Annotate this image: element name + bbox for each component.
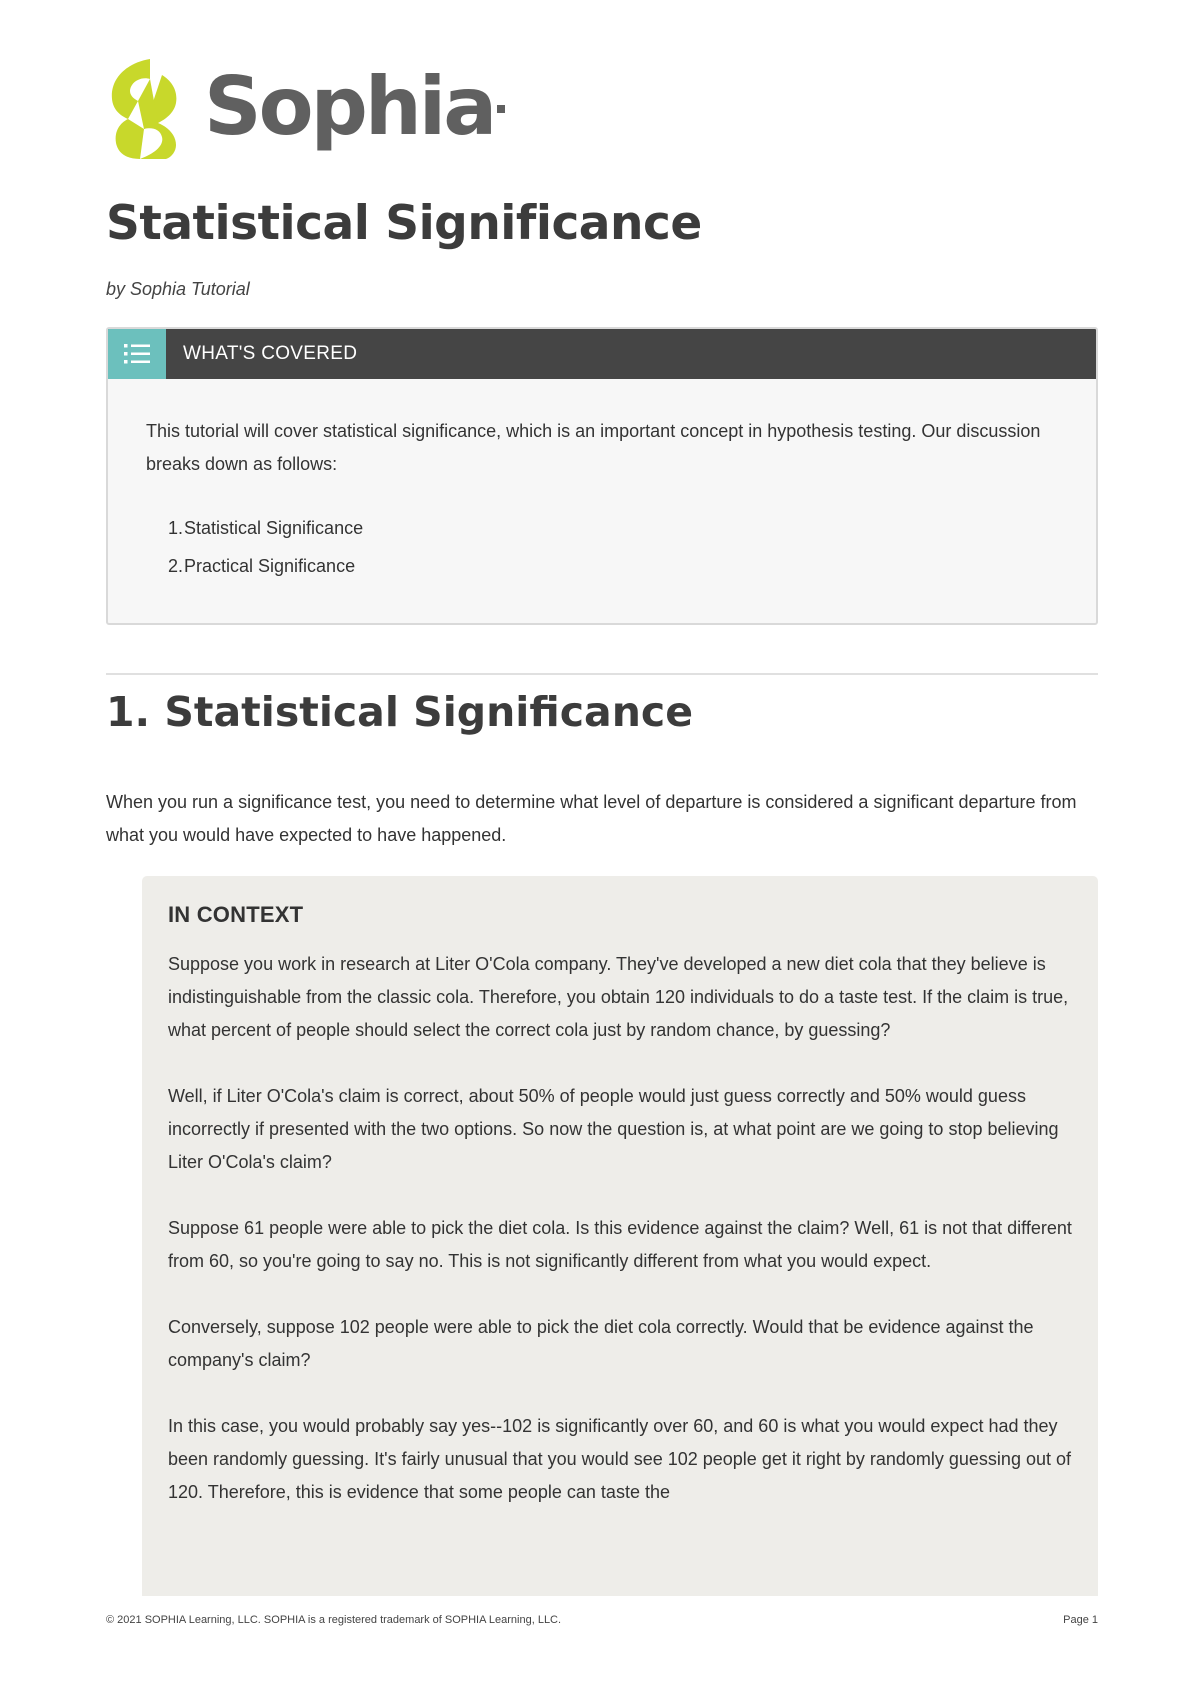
sophia-logo-mark-icon: [106, 57, 182, 161]
footer-copyright: © 2021 SOPHIA Learning, LLC. SOPHIA is a registered trademark of SOPHIA Learning, LLC.: [106, 1614, 562, 1626]
byline: by Sophia Tutorial: [106, 279, 250, 299]
list-item: [146, 547, 1058, 585]
footer-page-number: Page 1: [1063, 1614, 1098, 1626]
context-paragraph: In this case, you would probably say yes--102 is significantly over 60, and 60 is what you would expect had they been randomly guessing. It's fairly unusual that you would see 102 people get it right by randomly guessing out of 120. Therefore, this is evidence that some people can taste the: [168, 1416, 1071, 1502]
page-title: Statistical Significance: [106, 196, 702, 251]
section-divider: [106, 673, 1098, 675]
list-item-number: 1.: [167, 518, 183, 538]
context-paragraph: Conversely, suppose 102 people were able to pick the diet cola correctly. Would that be evidence against the company's claim?: [168, 1317, 1034, 1370]
wordmark-dot: [497, 105, 505, 113]
whats-covered-heading: WHAT'S COVERED: [183, 343, 358, 364]
section-heading: 1. Statistical Significance: [106, 688, 694, 736]
context-paragraph: Well, if Liter O'Cola's claim is correct, about 50% of people would just guess correctly and 50% would guess incorrectly if presented with the two options. So now the question is, at what point are we going to stop believing Liter O'Cola's claim?: [168, 1086, 1059, 1172]
whats-covered-body: [108, 379, 1096, 585]
list-item-number: 2.: [167, 556, 183, 576]
context-paragraph: Suppose 61 people were able to pick the diet cola. Is this evidence against the claim? Well, 61 is not that different from 60, so you're going to say no. This is not significantly different from what you would expect.: [168, 1218, 1072, 1271]
context-paragraph: Suppose you work in research at Liter O'Cola company. They've developed a new diet cola that they believe is indistinguishable from the classic cola. Therefore, you obtain 120 individuals to do a taste test. If the claim is true, what percent of people should select the correct cola just by random chance, by guessing?: [168, 954, 1069, 1040]
whats-covered-box: [106, 327, 1098, 625]
list-item-label: Practical Significance: [184, 556, 356, 576]
section-intro-paragraph: When you run a significance test, you need to determine what level of departure is considered a significant departure from what you would have expected to have happened.: [106, 792, 1077, 845]
whats-covered-intro: This tutorial will cover statistical significance, which is an important concept in hypothesis testing. Our discussion breaks down as follows:: [146, 421, 1041, 474]
whats-covered-header: [108, 329, 1096, 379]
list-icon: [108, 329, 166, 379]
sophia-logo: [106, 54, 505, 164]
list-item: [146, 509, 1058, 547]
in-context-heading: IN CONTEXT: [168, 902, 304, 927]
list-item-label: Statistical Significance: [184, 518, 364, 538]
sophia-wordmark: Sophia: [204, 60, 495, 153]
in-context-box: [142, 876, 1098, 1596]
covered-list: [146, 509, 1058, 585]
